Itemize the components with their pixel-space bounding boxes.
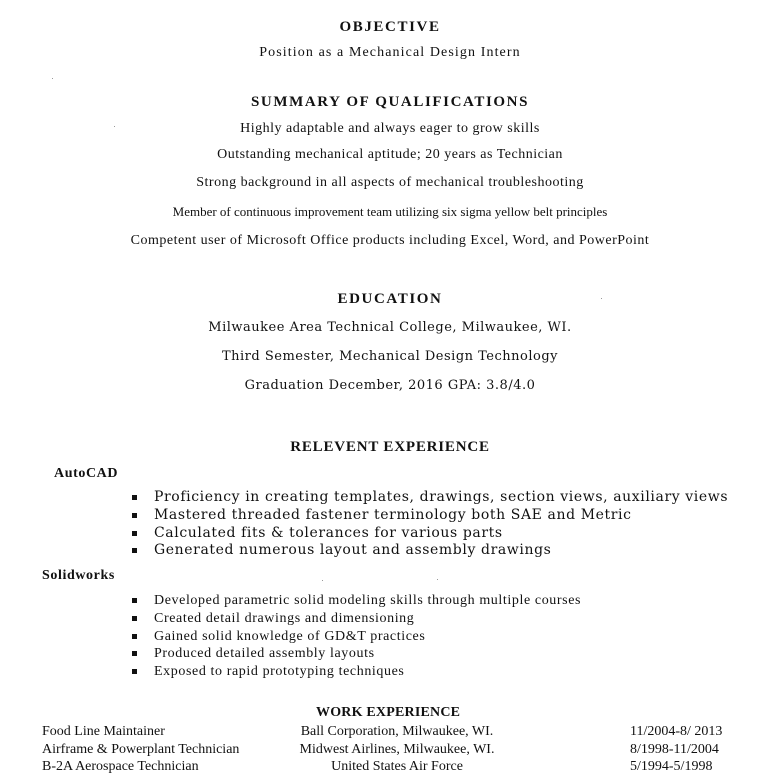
scan-speck: [52, 78, 53, 79]
work-experience-heading: WORK EXPERIENCE: [316, 705, 461, 720]
job-title: Food Line Maintainer: [42, 724, 165, 739]
list-item: Created detail drawings and dimensioning: [128, 610, 581, 628]
summary-item: Highly adaptable and always eager to grow skills: [240, 121, 540, 136]
list-item: Developed parametric solid modeling skills through multiple courses: [128, 592, 581, 610]
scan-speck: [437, 579, 438, 580]
list-item: Mastered threaded fastener terminology both SAE and Metric: [128, 507, 728, 525]
summary-item: Competent user of Microsoft Office products including Excel, Word, and PowerPoint: [130, 233, 650, 248]
solidworks-bullet-list: [128, 592, 581, 681]
list-item: Proficiency in creating templates, drawings, section views, auxiliary views: [128, 489, 728, 507]
job-dates: 5/1994-5/1998: [630, 759, 713, 775]
autocad-bullet-list: [128, 489, 728, 560]
relevant-experience-heading: RELEVENT EXPERIENCE: [290, 439, 490, 455]
education-line: Milwaukee Area Technical College, Milwaukee, WI.: [208, 320, 572, 335]
list-item: Exposed to rapid prototyping techniques: [128, 663, 581, 681]
education-heading: EDUCATION: [337, 291, 443, 307]
summary-heading: SUMMARY OF QUALIFICATIONS: [250, 94, 530, 110]
list-item: Produced detailed assembly layouts: [128, 645, 581, 663]
summary-item: Strong background in all aspects of mechanical troubleshooting: [196, 175, 584, 190]
job-employer: Midwest Airlines, Milwaukee, WI.: [299, 741, 495, 757]
job-employer: United States Air Force: [331, 759, 463, 775]
job-title: B-2A Aerospace Technician: [42, 759, 199, 775]
list-item: Generated numerous layout and assembly drawings: [128, 542, 728, 560]
education-line: Graduation December, 2016 GPA: 3.8/4.0: [244, 378, 536, 393]
job-dates: 8/1998-11/2004: [630, 741, 719, 757]
job-title: Airframe & Powerplant Technician: [42, 741, 240, 757]
scan-speck: [322, 580, 323, 581]
autocad-subheading: AutoCAD: [54, 466, 119, 481]
job-dates: 11/2004-8/ 2013: [630, 724, 723, 739]
summary-item: Member of continuous improvement team utilizing six sigma yellow belt principles: [172, 204, 608, 219]
education-line: Third Semester, Mechanical Design Technology: [221, 349, 559, 364]
job-dates-column: [630, 723, 722, 776]
solidworks-subheading: Solidworks: [42, 568, 115, 583]
summary-item: Outstanding mechanical aptitude; 20 years as Technician: [217, 147, 563, 162]
list-item: Calculated fits & tolerances for various parts: [128, 525, 728, 543]
job-titles-column: [42, 723, 239, 776]
objective-text: Position as a Mechanical Design Intern: [259, 45, 521, 60]
list-item: Gained solid knowledge of GD&T practices: [128, 628, 581, 646]
job-employer: Ball Corporation, Milwaukee, WI.: [300, 724, 494, 739]
job-employers-column: [282, 723, 512, 776]
objective-heading: OBJECTIVE: [339, 19, 441, 35]
